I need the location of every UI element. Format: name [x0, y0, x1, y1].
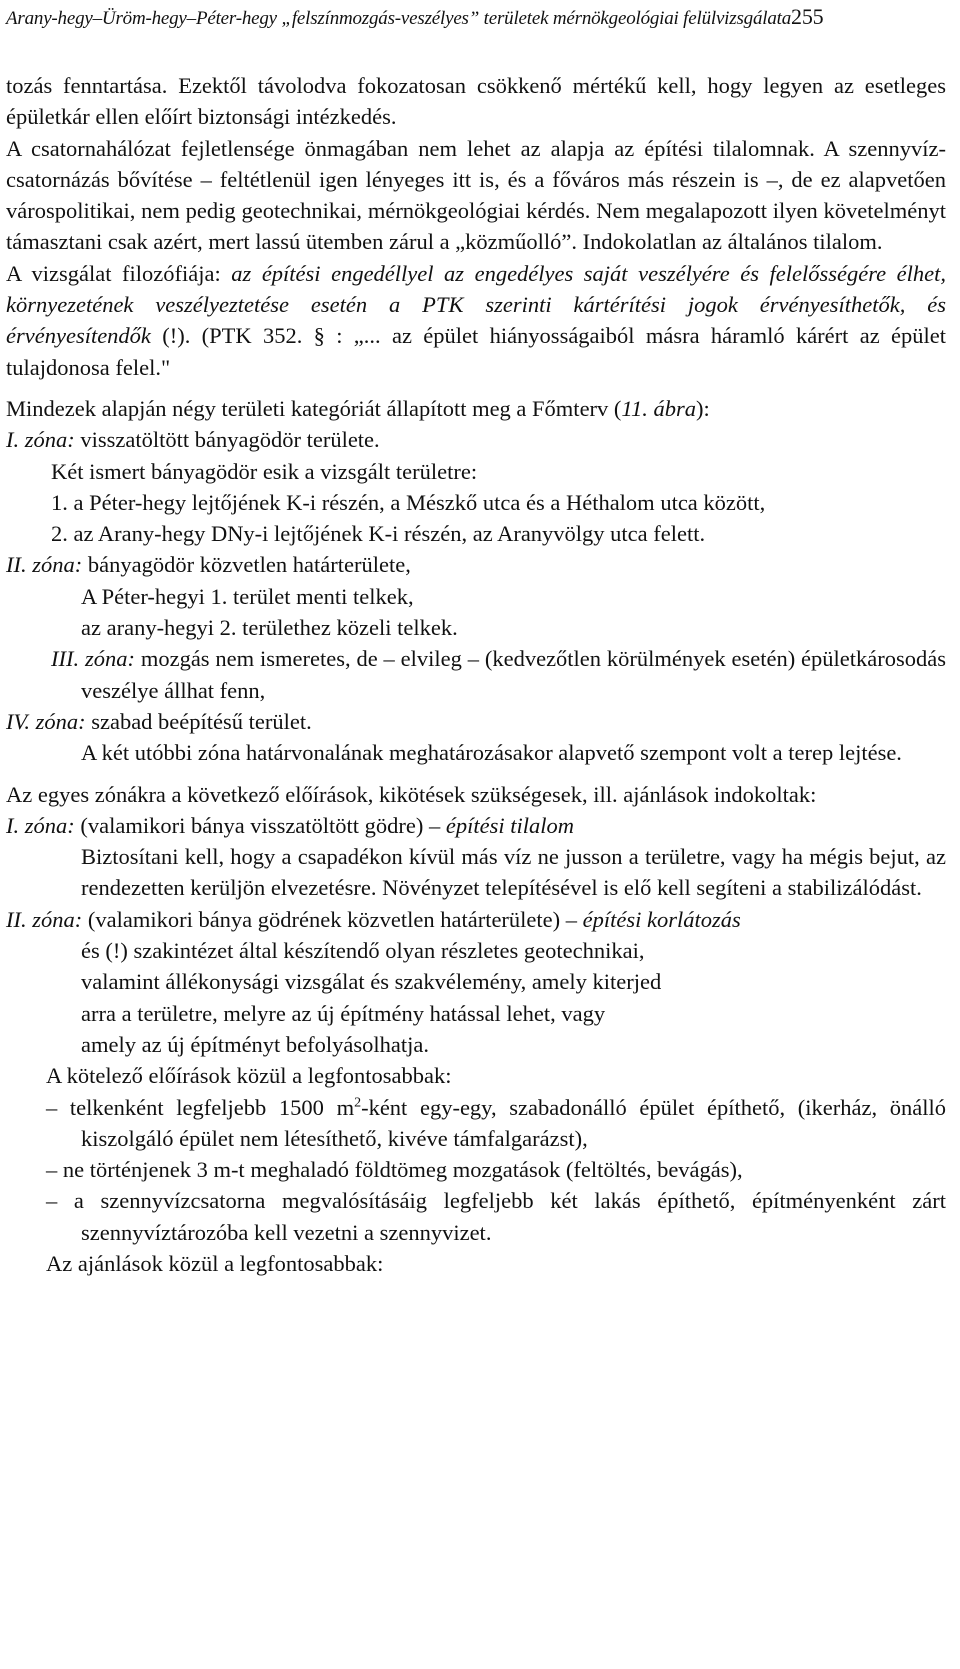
- bullet-item: – telkenként legfeljebb 1500 $m^2$-ként egy-egy, szabadonálló épület építhető, (ikerház, önálló kiszolgáló épület nem létesíthető, kivéve támfalgarázst),: [46, 1094, 947, 1151]
- list-item: az arany-hegyi 2. területhez közeli telkek.: [81, 615, 458, 641]
- header-title: Arany-hegy–Üröm-hegy–Péter-hegy „felszínmozgás-veszélyes” területek mérnökgeológiai felülvizsgálata: [6, 8, 792, 29]
- figure-reference: 11. ábra: [621, 395, 697, 421]
- page-number: 255: [791, 4, 824, 29]
- zone-ii-body-line: valamint állékonysági vizsgálat és szakvélemény, amely kiterjed: [81, 969, 662, 995]
- zone-note: A két utóbbi zóna határvonalának meghatározásakor alapvető szempont volt a terep lejtése.: [81, 740, 902, 766]
- paragraph: Az egyes zónákra a következő előírások, kikötések szükségesek, ill. ajánlások indokoltak:: [6, 781, 817, 807]
- paragraph: tozás fenntartása. Ezektől távolodva fokozatosan csökkenő mértékű kell, hogy legyen az esetleges épületkár ellen előírt biztonsági intézkedés.: [6, 73, 946, 130]
- paragraph: Mindezek alapján négy területi kategóriát állapított meg a Főmterv (11. ábra):: [6, 395, 710, 421]
- paragraph: A vizsgálat filozófiája: az építési engedéllyel az engedélyes saját veszélyére és felelősségére élhet, környezetének veszélyeztetése esetén a PTK szerinti kártérítési jogok érvényesíthetők, és érvényesítendők (!). (PTK 352. § : „... az épület hiányosságaiból másra háramló kárért az épület tulajdonosa felel.": [6, 260, 946, 380]
- paragraph: A csatornahálózat fejletlensége önmagában nem lehet az alapja az építési tilalomnak. A szennyvíz-csatornázás bővítése – feltétlenül igen lényeges itt is, és a főváros más részein is –, de ez alapvetően várospolitikai, nem pedig geotechnikai, mérnökgeológiai kérdés. Nem megalapozott ilyen követelményt támasztani csak azért, mert lassú ütemben zárul a „közműolló”. Indokolatlan az általános tilalom.: [6, 135, 946, 255]
- list-item: A Péter-hegyi 1. terület menti telkek,: [81, 583, 414, 609]
- running-header: [6, 4, 946, 30]
- zone-i-heading: I. zóna: visszatöltött bányagödör területe.: [6, 427, 380, 453]
- mandatory-intro: A kötelező előírások közül a legfontosabbak:: [46, 1063, 452, 1089]
- zone-ii-body-line: és (!) szakintézet által készítendő olyan részletes geotechnikai,: [81, 938, 645, 964]
- recommendations-intro: Az ajánlások közül a legfontosabbak:: [46, 1250, 384, 1276]
- zone-iv-heading: IV. zóna: szabad beépítésű terület.: [6, 708, 312, 734]
- zone-ii-body-line: arra a területre, melyre az új építmény hatással lehet, vagy: [81, 1000, 606, 1026]
- zone-ii-body-line: amely az új építményt befolyásolhatja.: [81, 1031, 430, 1057]
- body-text: [6, 70, 946, 1279]
- list-item: 2. az Arany-hegy DNy-i lejtőjének K-i részén, az Aranyvölgy utca felett.: [51, 521, 706, 547]
- zone-i-rule: I. zóna: (valamikori bánya visszatöltött gödre) – építési tilalom: [6, 812, 575, 838]
- zone-i-body: Biztosítani kell, hogy a csapadékon kívül más víz ne jusson a területre, vagy ha mégis bejut, az rendezetten kerüljön elvezetésre. Növényzet telepítésével is elő kell segíteni a stabilizálódást.: [81, 844, 946, 901]
- zone-i-intro: Két ismert bányagödör esik a vizsgált területre:: [51, 458, 478, 484]
- zone-iii-heading: III. zóna: mozgás nem ismeretes, de – elvileg – (kedvezőtlen körülmények esetén) épületkárosodás veszélye állhat fenn,: [51, 646, 946, 703]
- bullet-item: – a szennyvízcsatorna megvalósításáig legfeljebb két lakás építhető, építményenként zárt szennyvíztározóba kell vezetni a szennyvizet.: [46, 1188, 946, 1245]
- bullet-item: – ne történjenek 3 m-t meghaladó földtömeg mozgatások (feltöltés, bevágás),: [46, 1157, 743, 1183]
- zone-ii-heading: II. zóna: bányagödör közvetlen határterülete,: [6, 552, 411, 578]
- zone-ii-rule: II. zóna: (valamikori bánya gödrének közvetlen határterülete) – építési korlátozás: [6, 906, 741, 932]
- list-item: 1. a Péter-hegy lejtőjének K-i részén, a Mészkő utca és a Héthalom utca között,: [51, 489, 766, 515]
